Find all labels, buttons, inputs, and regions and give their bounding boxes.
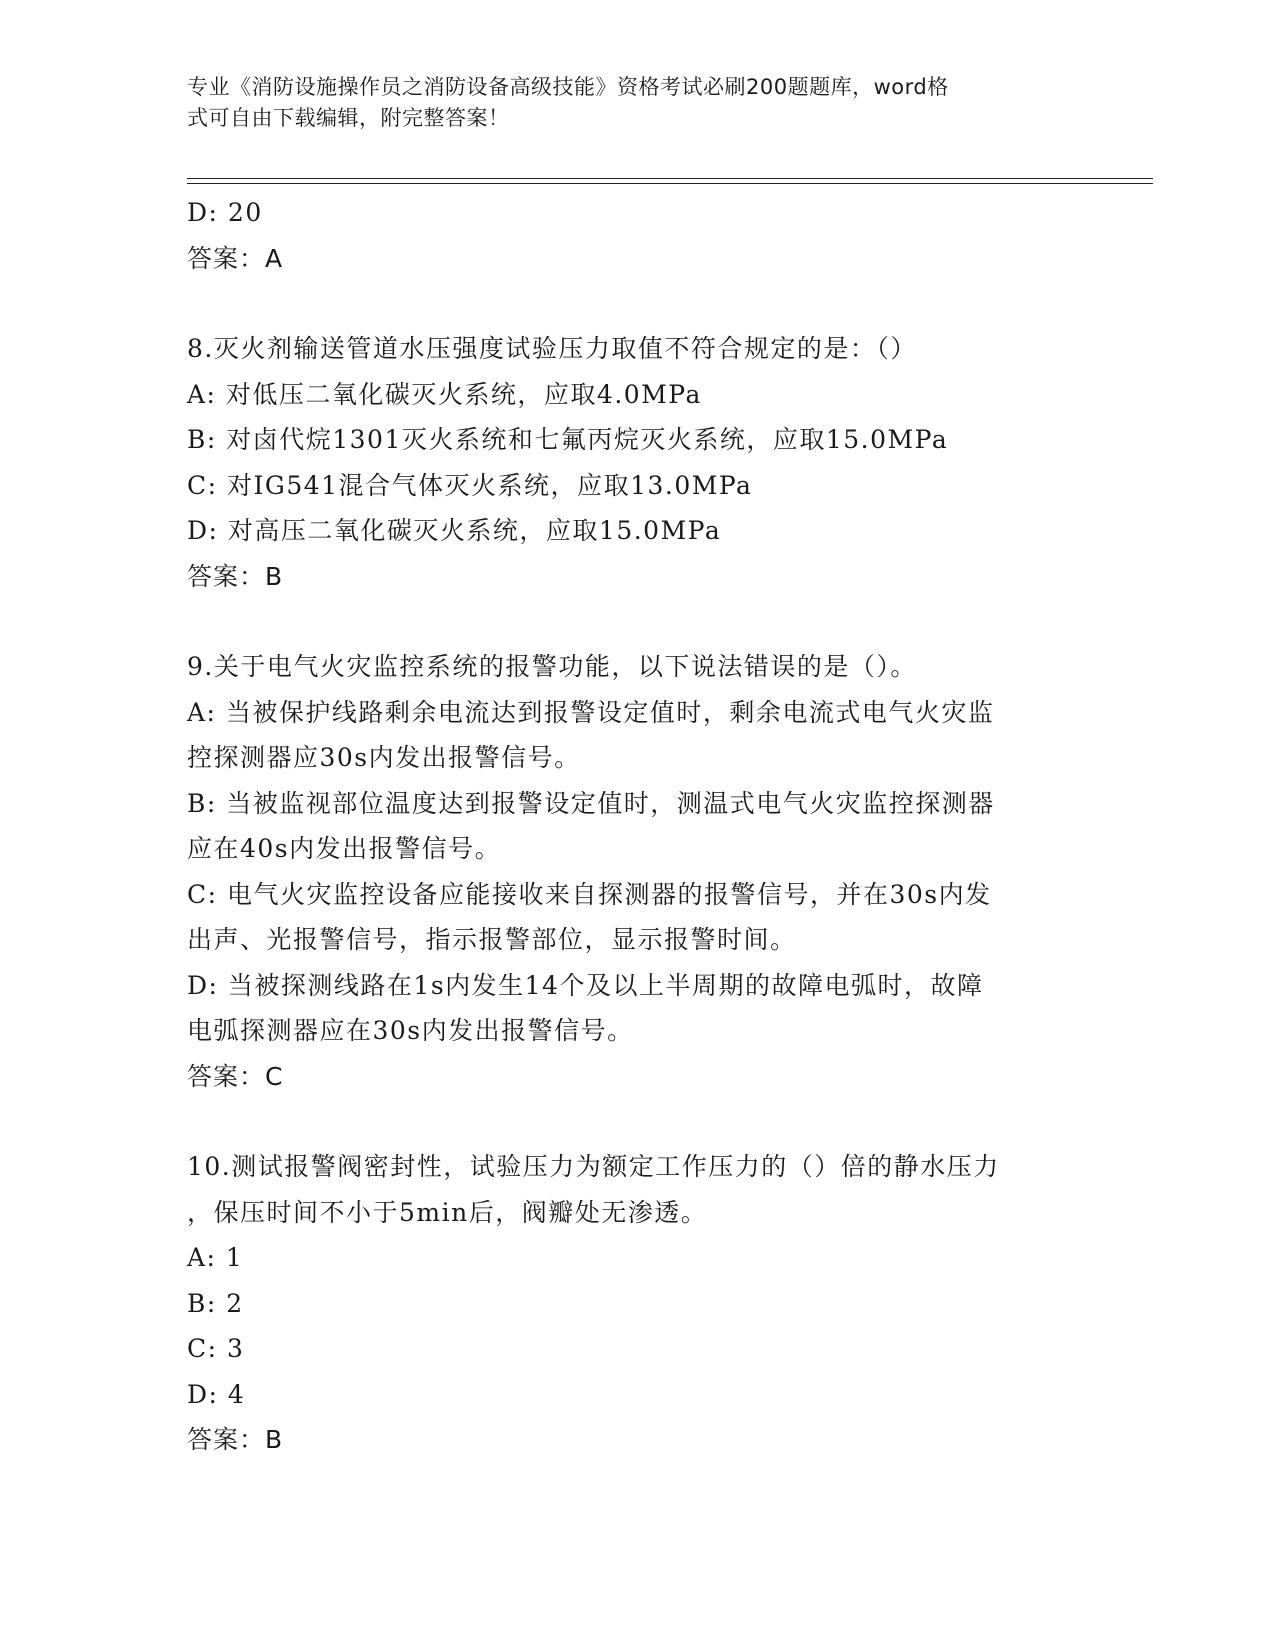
q10-option-d: D: 4 xyxy=(187,1379,246,1409)
q9-stem: 9.关于电气火灾监控系统的报警功能，以下说法错误的是（）。 xyxy=(187,652,917,681)
q9-option-c-line-1: C: 电气火灾监控设备应能接收来自探测器的报警信号，并在30s内发 xyxy=(187,879,992,909)
q10-option-b: B: 2 xyxy=(187,1288,244,1318)
q8-option-c: C: 对IG541混合气体灭火系统，应取13.0MPa xyxy=(187,470,753,500)
q10-stem-line-2: ，保压时间不小于5min后，阀瓣处无渗透。 xyxy=(187,1197,708,1227)
q8-option-a: A: 对低压二氧化碳灭火系统，应取4.0MPa xyxy=(187,379,702,409)
header-divider-bottom xyxy=(187,183,1153,184)
prev-answer: 答案：A xyxy=(187,243,284,273)
q8-stem: 8.灭火剂输送管道水压强度试验压力取值不符合规定的是：（） xyxy=(187,334,917,363)
question-gap xyxy=(187,1099,1077,1144)
q9-option-d-line-2: 电弧探测器应在30s内发出报警信号。 xyxy=(187,1016,634,1045)
page-header xyxy=(187,72,1067,134)
q10-option-a: A: 1 xyxy=(187,1243,244,1272)
header-divider-top xyxy=(187,178,1153,179)
q10-stem-line-1: 10.测试报警阀密封性，试验压力为额定工作压力的（）倍的静水压力 xyxy=(187,1152,1000,1181)
q8-option-d: D: 对高压二氧化碳灭火系统，应取15.0MPa xyxy=(187,516,722,545)
q10-option-c: C: 3 xyxy=(187,1334,245,1363)
header-line-2: 式可自由下载编辑，附完整答案！ xyxy=(187,106,510,130)
q9-option-c-line-2: 出声、光报警信号，指示报警部位，显示报警时间。 xyxy=(187,925,797,954)
q9-option-a-line-2: 控探测器应30s内发出报警信号。 xyxy=(187,743,581,772)
q9-option-a-line-1: A: 当被保护线路剩余电流达到报警设定值时，剩余电流式电气火灾监 xyxy=(187,697,995,727)
prev-option-d: D: 20 xyxy=(187,198,263,227)
q8-option-b: B: 对卤代烷1301灭火系统和七氟丙烷灭火系统，应取15.0MPa xyxy=(187,425,949,454)
q9-option-d-line-1: D: 当被探测线路在1s内发生14个及以上半周期的故障电弧时，故障 xyxy=(187,970,984,1000)
q8-answer: 答案：B xyxy=(187,561,284,591)
q9-option-b-line-1: B: 当被监视部位温度达到报警设定值时，测温式电气火灾监控探测器 xyxy=(187,788,995,818)
question-gap xyxy=(187,281,1077,326)
header-line-1: 专业《消防设施操作员之消防设备高级技能》资格考试必刷200题题库，word格 xyxy=(187,75,949,99)
q9-option-b-line-2: 应在40s内发出报警信号。 xyxy=(187,834,502,863)
q10-answer: 答案：B xyxy=(187,1425,284,1454)
q9-answer: 答案：C xyxy=(187,1061,284,1091)
question-gap xyxy=(187,599,1077,644)
question-content xyxy=(187,190,1077,1463)
